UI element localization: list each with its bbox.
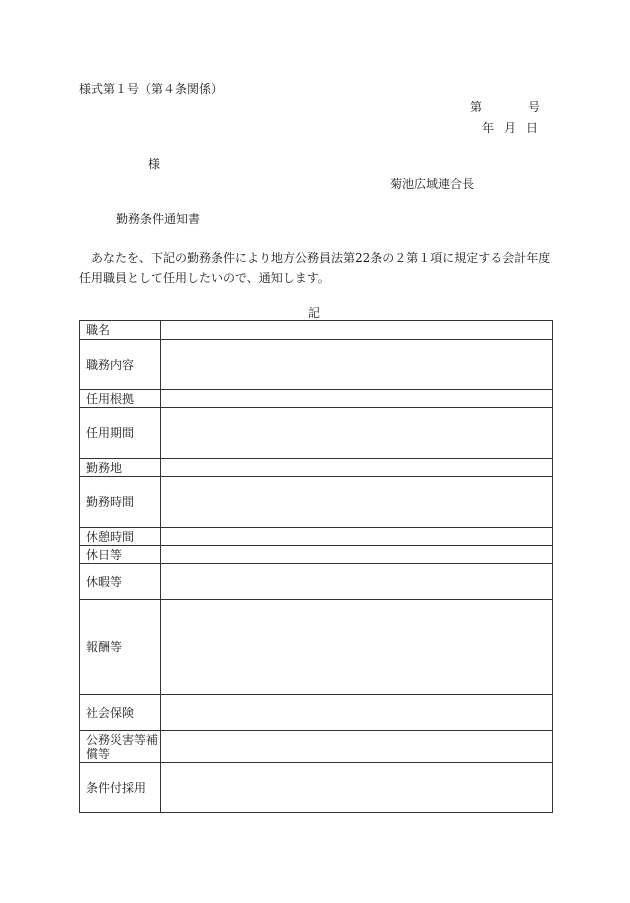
date-year: 年 — [482, 121, 495, 135]
table-row — [80, 390, 553, 408]
table-row — [80, 731, 553, 763]
date-day: 日 — [526, 121, 539, 135]
table-row — [80, 528, 553, 546]
sender-name: 菊池広域連合長 — [390, 177, 475, 191]
row-label-legal-basis: 任用根拠 — [80, 390, 161, 408]
row-value-working-hours — [161, 477, 553, 528]
table-row — [80, 459, 553, 477]
row-label-working-hours: 勤務時間 — [80, 477, 161, 528]
row-label-workplace: 勤務地 — [80, 459, 161, 477]
document-number-line — [470, 98, 540, 115]
row-value-remuneration — [161, 600, 553, 695]
table-row — [80, 695, 553, 731]
row-label-conditional-appointment: 条件付採用 — [80, 763, 161, 813]
date-month: 月 — [504, 121, 517, 135]
row-value-conditional-appointment — [161, 763, 553, 813]
addressee-suffix: 様 — [148, 157, 161, 171]
row-label-accident-compensation: 公務災害等補償等 — [80, 731, 161, 763]
table-row — [80, 477, 553, 528]
row-label-job-description: 職務内容 — [80, 340, 161, 390]
table-row — [80, 321, 553, 340]
ki-heading: 記 — [308, 306, 321, 320]
form-number-label: 様式第１号（第４条関係） — [79, 82, 224, 96]
date-line — [482, 119, 538, 136]
row-value-holidays — [161, 546, 553, 564]
table-row — [80, 600, 553, 695]
row-value-workplace — [161, 459, 553, 477]
row-value-term — [161, 408, 553, 459]
number-suffix: 号 — [528, 100, 541, 114]
row-value-social-insurance — [161, 695, 553, 731]
table-row — [80, 340, 553, 390]
table-row — [80, 763, 553, 813]
table-row — [80, 564, 553, 600]
row-label-break-time: 休憩時間 — [80, 528, 161, 546]
row-value-job-title — [161, 321, 553, 340]
conditions-table — [79, 320, 553, 813]
document-title: 勤務条件通知書 — [116, 212, 201, 226]
notice-body-text: あなたを、下記の勤務条件により地方公務員法第22条の２第１項に規定する会計年度任用職員として任用したいので、通知します。 — [79, 251, 551, 285]
row-value-legal-basis — [161, 390, 553, 408]
row-value-leave — [161, 564, 553, 600]
table-row — [80, 546, 553, 564]
row-value-break-time — [161, 528, 553, 546]
row-label-remuneration: 報酬等 — [80, 600, 161, 695]
row-label-social-insurance: 社会保険 — [80, 695, 161, 731]
row-value-job-description — [161, 340, 553, 390]
number-prefix: 第 — [470, 100, 483, 114]
row-label-leave: 休暇等 — [80, 564, 161, 600]
row-label-job-title: 職名 — [80, 321, 161, 340]
row-value-accident-compensation — [161, 731, 553, 763]
row-label-term: 任用期間 — [80, 408, 161, 459]
row-label-holidays: 休日等 — [80, 546, 161, 564]
table-row — [80, 408, 553, 459]
